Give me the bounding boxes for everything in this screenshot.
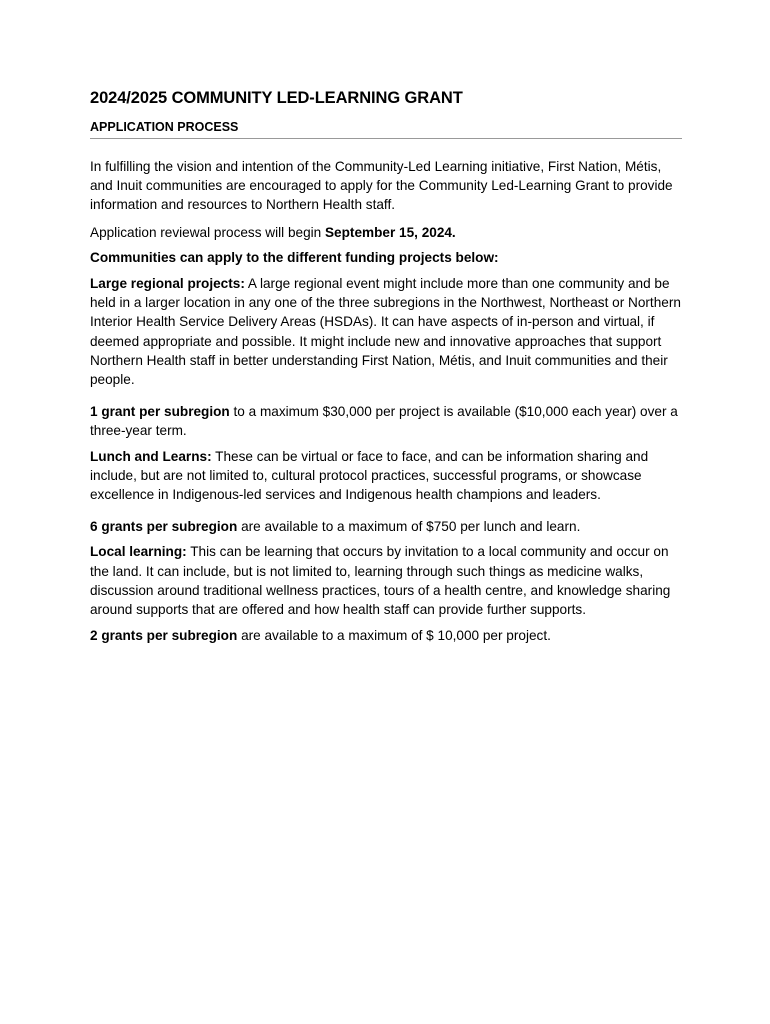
page-title: 2024/2025 COMMUNITY LED-LEARNING GRANT bbox=[90, 89, 463, 107]
lunch-learn-grant-label: 6 grants per subregion bbox=[90, 519, 238, 535]
review-date: September 15, 2024. bbox=[324, 224, 456, 240]
lunch-learn-grant-text: are available to a maximum of $750 per lunch and learn. bbox=[237, 519, 581, 535]
review-paragraph bbox=[90, 223, 682, 242]
section-heading: APPLICATION PROCESS bbox=[90, 119, 682, 139]
local-learning-label: Local learning: bbox=[90, 544, 187, 560]
large-regional-paragraph bbox=[90, 274, 682, 389]
local-learning-grant-paragraph bbox=[90, 626, 682, 645]
local-learning-grant-text: are available to a maximum of $ 10,000 per project. bbox=[237, 628, 551, 644]
local-learning-text: This can be learning that occurs by invitation to a local community and occur on the land. It can include, but is not limited to, learning through such things as medicine walks, discussion around traditional wellness practices, tours of a health centre, and knowledge sharing around supports that are offered and how health staff can provide further supports. bbox=[90, 544, 671, 618]
document-page bbox=[90, 87, 682, 645]
review-text: Application reviewal process will begin bbox=[90, 224, 325, 240]
lunch-learn-grant-paragraph bbox=[90, 517, 682, 536]
lunch-learn-text: These can be virtual or face to face, and can be information sharing and include, but are not limited to, cultural protocol practices, successful programs, or showcase excellence in Indigenous-led services and Indigenous health champions and leaders. bbox=[90, 448, 649, 503]
large-regional-grant-paragraph bbox=[90, 402, 682, 440]
local-learning-grant-label: 2 grants per subregion bbox=[90, 628, 238, 644]
large-regional-label: Large regional projects: bbox=[90, 276, 245, 292]
large-regional-grant-text: to a maximum $30,000 per project is available ($10,000 each year) over a three-year term. bbox=[90, 404, 678, 439]
funding-projects-heading: Communities can apply to the different funding projects below: bbox=[90, 249, 499, 265]
local-learning-paragraph bbox=[90, 542, 682, 619]
large-regional-text: A large regional event might include more than one community and be held in a larger location in any one of the three subregions in the Northwest, Northeast or Northern Interior Health Service Delivery Areas (HSDAs). It can have aspects of in-person and virtual, if deemed appropriate and possible. It might include new and innovative approaches that support Northern Health staff in better understanding First Nation, Métis, and Inuit communities and their people. bbox=[90, 276, 681, 388]
lunch-learn-paragraph bbox=[90, 447, 682, 505]
large-regional-grant-label: 1 grant per subregion bbox=[90, 404, 230, 420]
intro-paragraph: In fulfilling the vision and intention of the Community-Led Learning initiative, First Nation, Métis, and Inuit communities are encouraged to apply for the Community Led-Learning Grant to provide information and resources to Northern Health staff. bbox=[90, 159, 673, 213]
lunch-learn-label: Lunch and Learns: bbox=[90, 448, 212, 464]
